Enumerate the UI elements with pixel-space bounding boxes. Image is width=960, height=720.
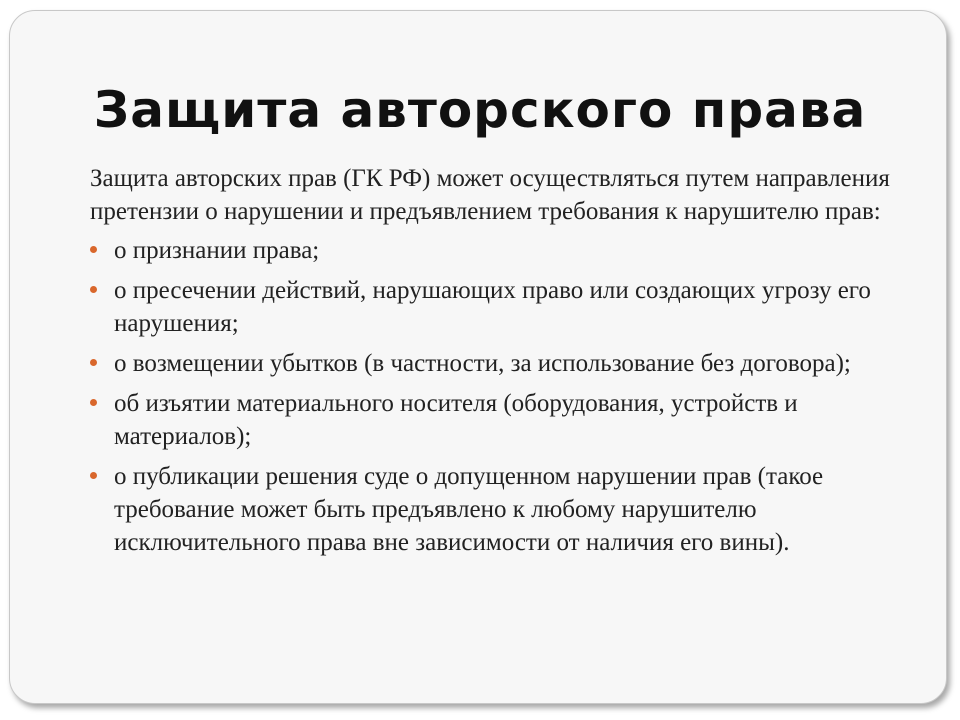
bullet-text: о пресечении действий, нарушающих право или создающих угрозу его нарушения; — [114, 277, 871, 337]
list-item — [90, 387, 920, 453]
bullet-dot-icon — [90, 359, 97, 366]
bullet-dot-icon — [90, 286, 97, 293]
bullet-text: о публикации решения суде о допущенном нарушении прав (такое требование может быть предъявлено к любому нарушителю исключительного права вне зависимости от наличия его вины). — [114, 463, 824, 556]
bullet-text: о признании права; — [114, 237, 320, 264]
bullet-text: о возмещении убытков (в частности, за использование без договора); — [114, 350, 851, 377]
slide-title: Защита авторского права — [93, 81, 867, 139]
bullet-list — [90, 234, 920, 559]
list-item — [90, 347, 920, 380]
bullet-text: об изъятии материального носителя (оборудования, устройств и материалов); — [114, 390, 798, 450]
list-item — [90, 460, 920, 559]
slide-content — [90, 162, 920, 566]
intro-paragraph: Защита авторских прав (ГК РФ) может осуществляться путем направления претензии о нарушении и предъявлением требования к нарушителю прав: — [90, 165, 890, 225]
bullet-dot-icon — [90, 399, 97, 406]
bullet-dot-icon — [90, 246, 97, 253]
list-item — [90, 234, 920, 267]
list-item — [90, 274, 920, 340]
bullet-dot-icon — [90, 472, 97, 479]
